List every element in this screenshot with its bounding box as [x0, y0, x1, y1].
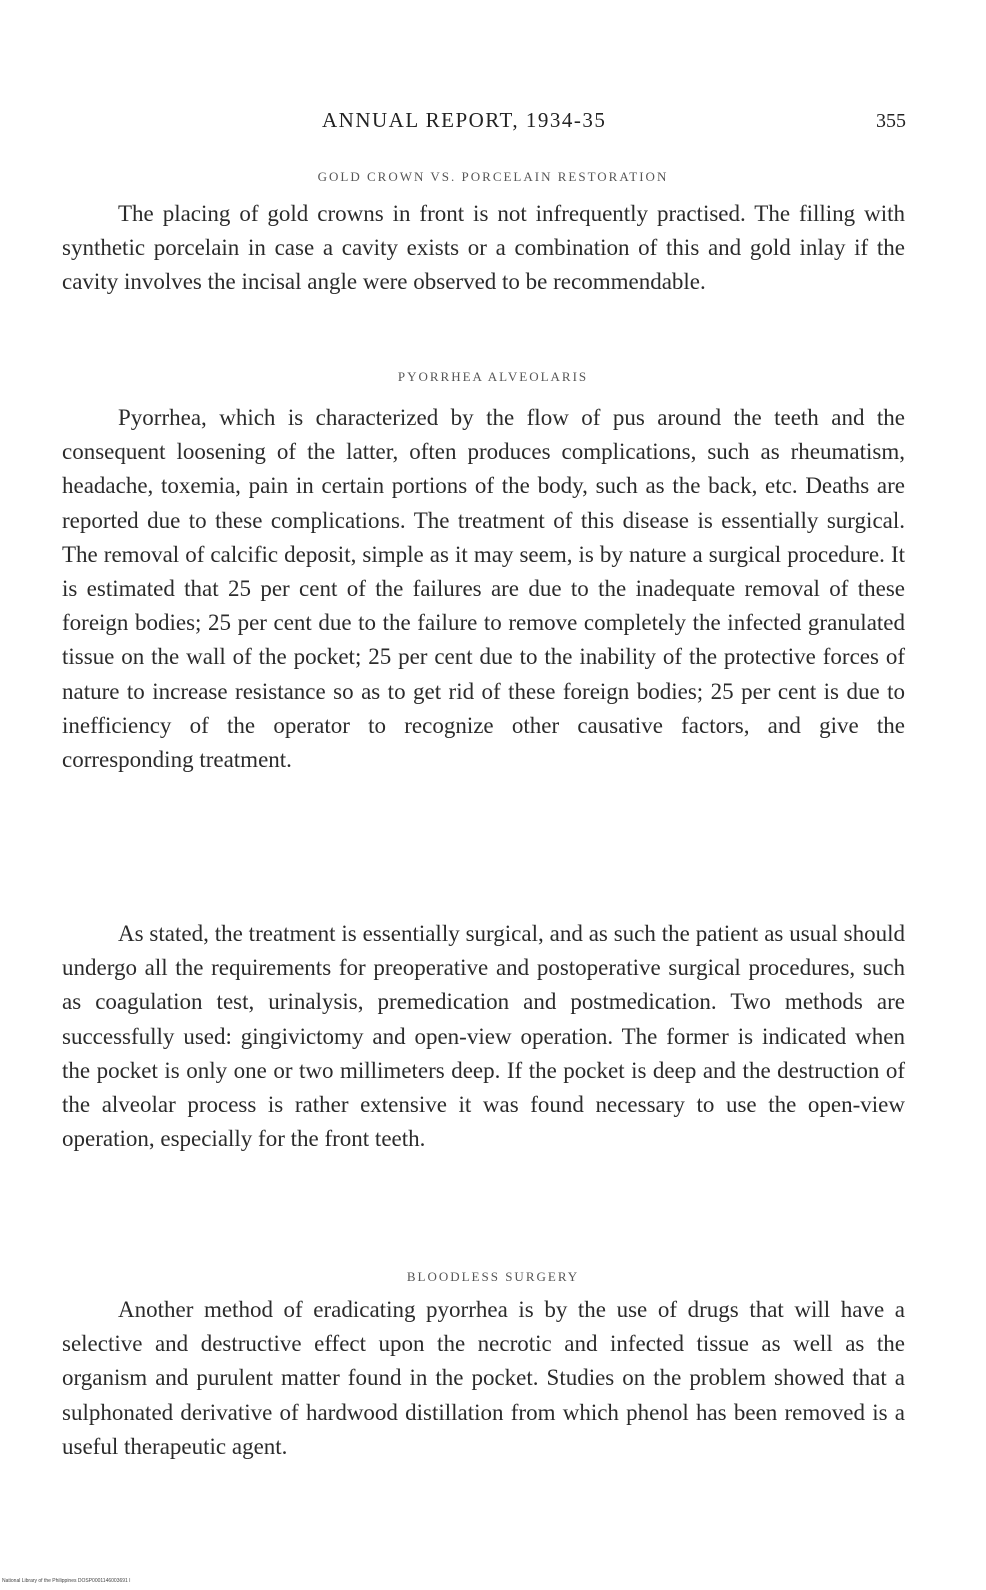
paragraph-pyorrhea-1: Pyorrhea, which is characterized by the flow of pus around the teeth and the consequent loosening of the latter, often produces complications, such as rheumatism, headache, toxemia, pain in certain portions of the body, such as the back, etc. Deaths are reported due to these complications. The treatment of this disease is essentially surgical. The removal of calcific deposit, simple as it may seem, is by nature a surgical procedure. It is estimated that 25 per cent of the failures are due to the inadequate removal of these foreign bodies; 25 per cent due to the failure to remove completely the infected granulated tissue on the wall of the pocket; 25 per cent due to the inability of the protective forces of nature to increase resistance so as to get rid of these foreign bodies; 25 per cent is due to inefficiency of the operator to recognize other causative factors, and give the corresponding treatment.	[62, 405, 905, 773]
running-title: ANNUAL REPORT, 1934-35	[322, 108, 607, 132]
paragraph-bloodless-surgery: Another method of eradicating pyorrhea is by the use of drugs that will have a selective and destructive effect upon the necrotic and infected tissue as well as the organism and purulent matter found in the pocket. Studies on the problem showed that a sulphonated derivative of hardwood distillation from which phenol has been removed is a useful therapeutic agent.	[62, 1297, 905, 1459]
page-header	[0, 108, 986, 138]
section-heading-bloodless-surgery: BLOODLESS SURGERY	[406, 1269, 580, 1284]
footer-attribution: National Library of the Philippines DOSP0001146003691 l	[2, 1578, 131, 1584]
section-heading-pyorrhea: PYORRHEA ALVEOLARIS	[397, 369, 589, 384]
paragraph-pyorrhea-2: As stated, the treatment is essentially surgical, and as such the patient as usual should undergo all the requirements for preoperative and postoperative surgical procedures, such as coagulation test, urinalysis, premedication and postmedication. Two methods are successfully used: gingivictomy and open-view operation. The former is indicated when the pocket is only one or two millimeters deep. If the pocket is deep and the destruction of the alveolar process is rather extensive it was found necessary to use the open-view operation, especially for the front teeth.	[62, 921, 905, 1152]
paragraph-gold-crown: The placing of gold crowns in front is not infrequently practised. The filling with synthetic porcelain in case a cavity exists or a combination of this and gold inlay if the cavity involves the incisal angle were observed to be recommendable.	[62, 201, 905, 295]
page-number: 355	[876, 110, 906, 132]
section-heading-gold-crown: GOLD CROWN VS. PORCELAIN RESTORATION	[317, 169, 669, 184]
